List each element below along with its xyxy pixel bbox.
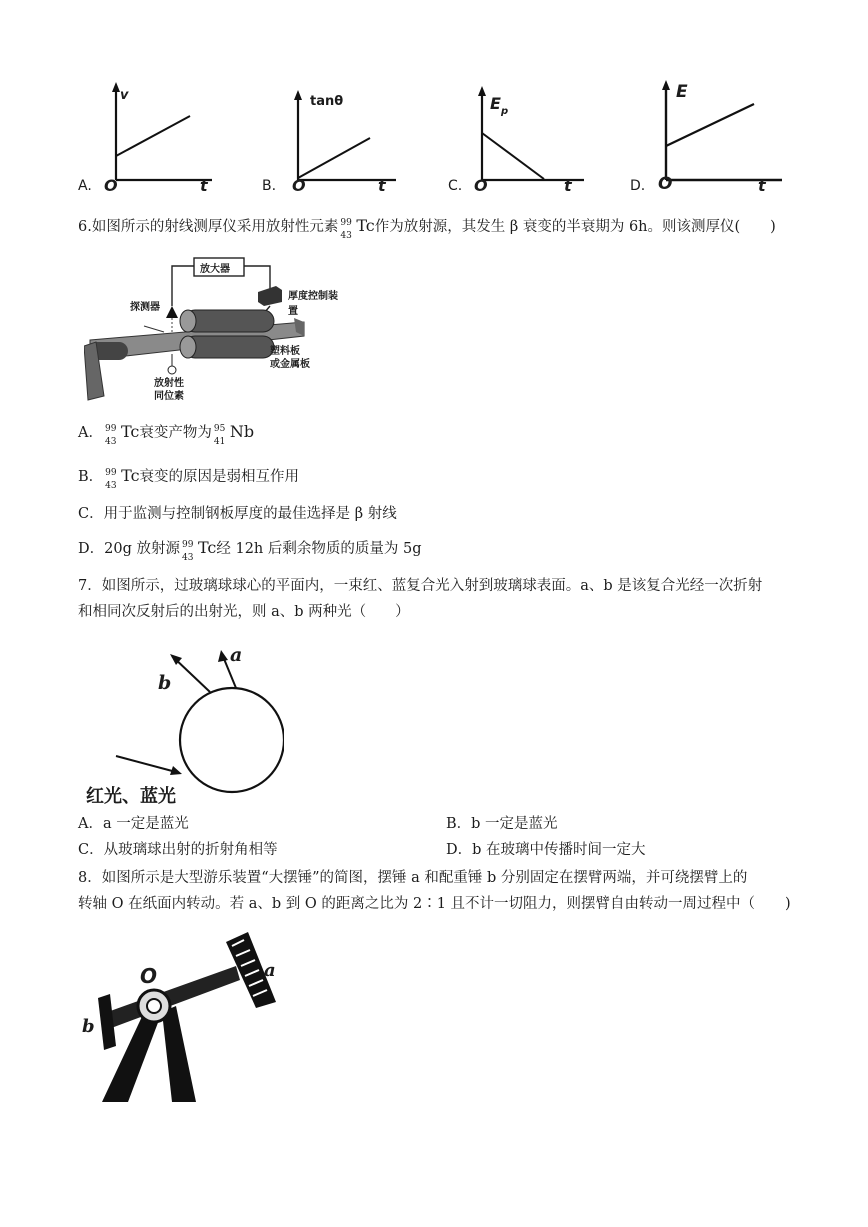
q5-graph-d xyxy=(626,76,806,200)
q7-option-b: B．b 一定是蓝光 xyxy=(446,816,558,832)
mass-number: 99 xyxy=(181,540,194,550)
mass-number: 99 xyxy=(104,424,117,434)
amplifier-label: 放大器 xyxy=(200,264,230,275)
ray-b-label: b xyxy=(158,672,172,694)
q6-option-d xyxy=(78,538,422,563)
y-axis-subscript: p xyxy=(501,106,509,117)
atomic-number: 43 xyxy=(340,231,352,241)
option-letter: A. xyxy=(78,178,92,194)
x-axis-label: t xyxy=(378,176,386,195)
atomic-number: 41 xyxy=(213,437,226,447)
weight-b-label: b xyxy=(82,1016,95,1037)
q6-stem-part: 6.如图所示的射线测厚仪采用放射性元素 xyxy=(78,219,339,235)
element-symbol: Tc xyxy=(356,216,375,235)
atomic-number: 43 xyxy=(105,481,117,491)
element-symbol: Tc xyxy=(121,466,140,485)
source-label-2: 同位素 xyxy=(154,391,184,402)
mass-number: 99 xyxy=(340,218,352,228)
option-text: 衰变的原因是弱相互作用 xyxy=(139,469,300,485)
q5-graph-a xyxy=(72,80,232,200)
q7-stem-line-1: 7．如图所示，过玻璃球球心的平面内，一束红、蓝复合光入射到玻璃球表面。a、b 是该复合光经一次折射 xyxy=(78,578,763,594)
option-text: 衰变产物为 xyxy=(139,425,212,441)
origin-label: O xyxy=(474,176,488,195)
option-text: 经 12h 后剩余物质的质量为 5g xyxy=(216,541,422,557)
detector-label: 探测器 xyxy=(130,302,160,313)
x-axis-label: t xyxy=(200,176,208,195)
origin-label: O xyxy=(292,176,306,195)
plate-label-2: 或金属板 xyxy=(270,359,310,370)
y-axis-label: v xyxy=(120,88,129,103)
gauge-drawing xyxy=(84,256,344,404)
option-text: D．20g 放射源 xyxy=(78,541,180,557)
atomic-number: 43 xyxy=(181,553,194,563)
q6-stem-end: ) xyxy=(770,219,776,235)
q7-option-d: D．b 在玻璃中传播时间一定大 xyxy=(446,842,646,858)
y-axis-label: tanθ xyxy=(310,94,344,109)
isotope-notation xyxy=(103,422,121,447)
thickness-control-label: 厚度控制装置 xyxy=(288,291,338,317)
q7-stem-line-2: 和相同次反射后的出射光，则 a、b 两种光（ ） xyxy=(78,604,410,620)
q6-stem-part: 作为放射源，其发生 β 衰变的半衰期为 6h。则该测厚仪( xyxy=(374,219,741,235)
option-letter: A． xyxy=(78,425,103,441)
element-symbol: Tc xyxy=(120,422,140,441)
origin-label: O xyxy=(104,176,118,195)
atomic-number: 43 xyxy=(104,437,117,447)
option-letter: B. xyxy=(262,178,277,194)
q6-option-a xyxy=(78,422,255,447)
isotope-notation xyxy=(103,466,121,491)
pendulum-drawing xyxy=(76,926,296,1106)
option-letter: B． xyxy=(78,469,104,485)
y-axis-label: E xyxy=(676,82,688,102)
mass-number: 99 xyxy=(105,468,117,478)
q6-stem xyxy=(78,216,776,241)
source-label-1: 放射性 xyxy=(154,378,184,389)
plate-label-1: 塑料板 xyxy=(270,346,300,357)
isotope-notation xyxy=(338,216,356,241)
graph-axes xyxy=(444,80,604,200)
q5-graph-c xyxy=(444,80,604,200)
q8-stem-end: ) xyxy=(785,896,791,912)
glass-sphere-figure xyxy=(84,640,284,810)
graph-axes xyxy=(626,76,806,200)
q6-option-c: C．用于监测与控制钢板厚度的最佳选择是 β 射线 xyxy=(78,506,397,522)
q8-stem-text: 转轴 O 在纸面内转动。若 a、b 到 O 的距离之比为 2∶1 且不计一切阻力，则摆臂自由转动一周过程中（ xyxy=(78,896,756,912)
element-symbol: Nb xyxy=(229,422,255,441)
option-letter: D. xyxy=(630,178,646,194)
ray-a-label: a xyxy=(230,644,243,666)
pendulum-ride-figure xyxy=(76,926,296,1106)
graph-axes xyxy=(72,80,232,200)
weight-a-label: a xyxy=(264,960,276,981)
isotope-notation xyxy=(212,422,230,447)
element-symbol: Tc xyxy=(197,538,217,557)
x-axis-label: t xyxy=(758,176,766,195)
mass-number: 95 xyxy=(213,424,226,434)
option-letter: C. xyxy=(448,178,463,194)
incident-light-caption: 红光、蓝光 xyxy=(86,786,176,807)
q6-option-b xyxy=(78,466,300,491)
isotope-notation xyxy=(180,538,198,563)
x-axis-label: t xyxy=(564,176,572,195)
thickness-gauge-figure xyxy=(84,256,344,404)
y-axis-label: E xyxy=(490,94,501,113)
pivot-o-label: O xyxy=(140,964,158,988)
q7-option-a: A．a 一定是蓝光 xyxy=(78,816,189,832)
origin-label: O xyxy=(658,174,673,194)
q8-stem-line-2 xyxy=(78,894,791,914)
q7-option-c: C．从玻璃球出射的折射角相等 xyxy=(78,842,278,858)
q5-graph-b xyxy=(258,80,418,200)
q8-stem-line-1: 8．如图所示是大型游乐装置“大摆锤”的简图，摆锤 a 和配重锤 b 分别固定在摆臂两端，并可绕摆臂上的 xyxy=(78,870,748,886)
